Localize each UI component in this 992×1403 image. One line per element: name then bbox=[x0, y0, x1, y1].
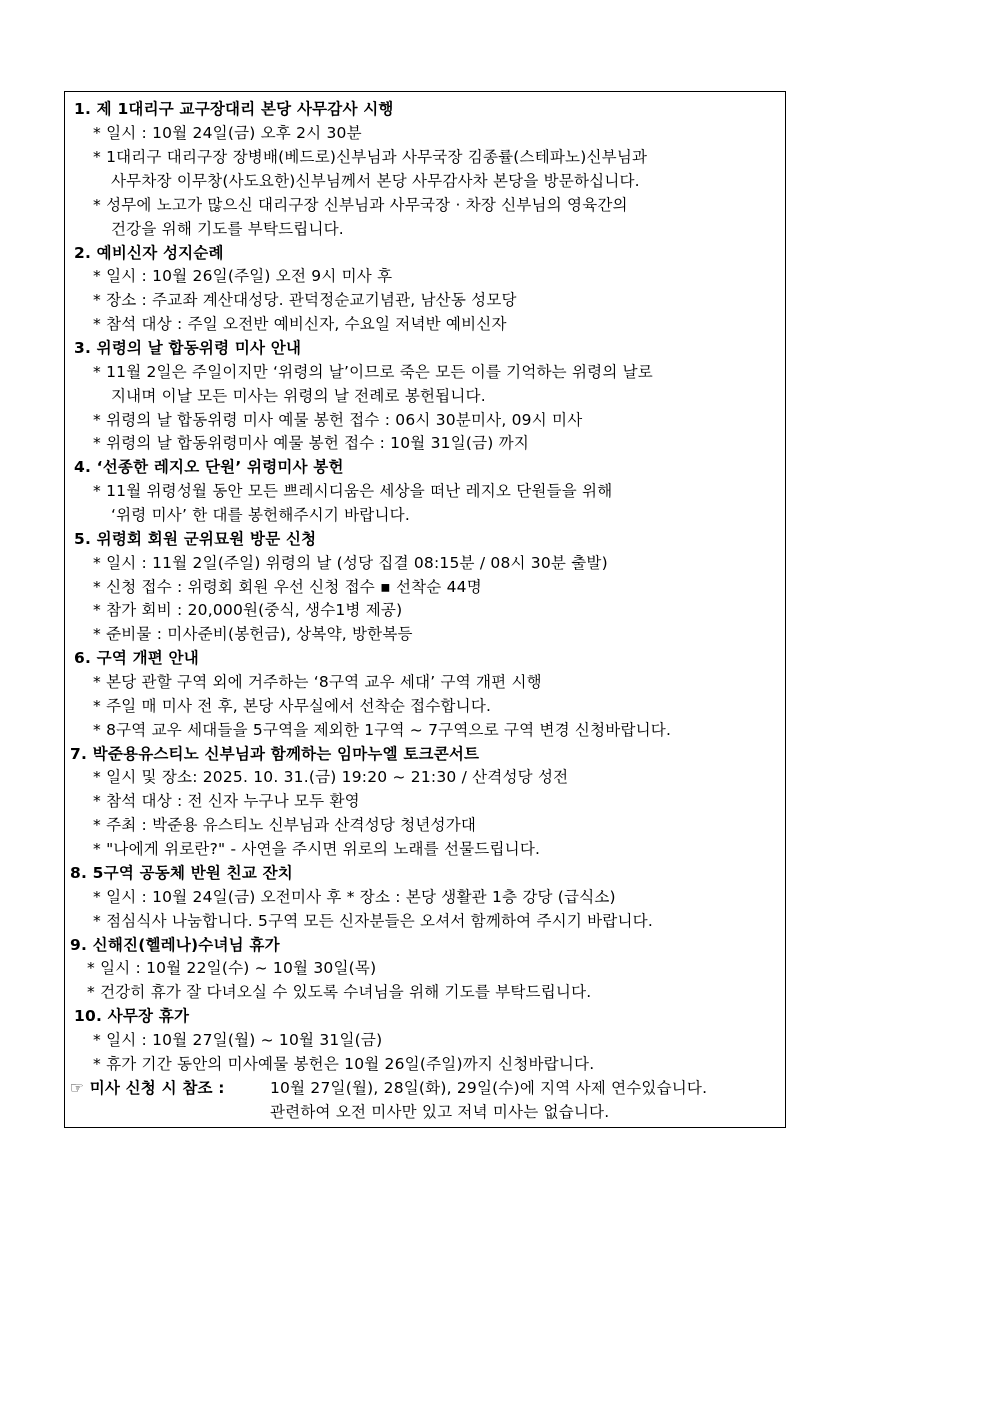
section-4-line-1: * 11월 위령성월 동안 모든 쁘레시디움은 세상을 떠난 레지오 단원들을 위해 bbox=[93, 482, 613, 500]
section-6-line-2: * 주일 매 미사 전 후, 본당 사무실에서 선착순 접수합니다. bbox=[93, 697, 492, 715]
section-7-line-1: * 일시 및 장소: 2025. 10. 31.(금) 19:20 ~ 21:30 / 산격성당 성전 bbox=[93, 768, 569, 786]
section-6-line-1: * 본당 관할 구역 외에 거주하는 ‘8구역 교우 세대’ 구역 개편 시행 bbox=[93, 673, 542, 691]
section-9-line-1: * 일시 : 10월 22일(수) ~ 10월 30일(목) bbox=[87, 959, 377, 977]
section-8-line-2: * 점심식사 나눔합니다. 5구역 모든 신자분들은 오셔서 함께하여 주시기 바랍니다. bbox=[93, 912, 653, 930]
mass-request-note-line-1: 10월 27일(월), 28일(화), 29일(수)에 지역 사제 연수있습니다. bbox=[270, 1079, 708, 1097]
section-7-line-4: * "나에게 위로란?" - 사연을 주시면 위로의 노래를 선물드립니다. bbox=[93, 840, 541, 858]
section-9-title: 9. 신해진(헬레나)수녀님 휴가 bbox=[70, 936, 280, 954]
section-6-title: 6. 구역 개편 안내 bbox=[74, 649, 199, 667]
section-2-line-1: * 일시 : 10월 26일(주일) 오전 9시 미사 후 bbox=[93, 267, 393, 285]
section-2-line-3: * 참석 대상 : 주일 오전반 예비신자, 수요일 저녁반 예비신자 bbox=[93, 315, 507, 333]
section-8-line-1: * 일시 : 10월 24일(금) 오전미사 후 * 장소 : 본당 생활관 1층 강당 (급식소) bbox=[93, 888, 616, 906]
section-5-line-4: * 준비물 : 미사준비(봉헌금), 상복약, 방한복등 bbox=[93, 625, 413, 643]
section-4-title: 4. ‘선종한 레지오 단원’ 위령미사 봉헌 bbox=[74, 458, 344, 476]
section-5-title: 5. 위령회 회원 군위묘원 방문 신청 bbox=[74, 530, 317, 548]
announcement-box bbox=[64, 91, 786, 1128]
section-4-line-2: ‘위령 미사’ 한 대를 봉헌해주시기 바랍니다. bbox=[111, 506, 410, 524]
section-10-line-1: * 일시 : 10월 27일(월) ~ 10월 31일(금) bbox=[93, 1031, 383, 1049]
section-5-line-1: * 일시 : 11월 2일(주일) 위령의 날 (성당 집결 08:15분 / 08시 30분 출발) bbox=[93, 554, 608, 572]
section-2-title: 2. 예비신자 성지순례 bbox=[74, 244, 224, 262]
section-6-line-3: * 8구역 교우 세대들을 5구역을 제외한 1구역 ~ 7구역으로 구역 변경 신청바랍니다. bbox=[93, 721, 672, 739]
section-3-line-2: 지내며 이날 모든 미사는 위령의 날 전례로 봉헌됩니다. bbox=[111, 387, 486, 405]
mass-request-note-line-2: 관련하여 오전 미사만 있고 저녁 미사는 없습니다. bbox=[270, 1103, 610, 1121]
section-1-title: 1. 제 1대리구 교구장대리 본당 사무감사 시행 bbox=[74, 100, 394, 118]
section-1-line-3: 사무차장 이무창(사도요한)신부님께서 본당 사무감사차 본당을 방문하십니다. bbox=[111, 172, 640, 190]
section-3-line-3: * 위령의 날 합동위령 미사 예물 봉헌 접수 : 06시 30분미사, 09시 미사 bbox=[93, 411, 583, 429]
section-1-line-4: * 성무에 노고가 많으신 대리구장 신부님과 사무국장 · 차장 신부님의 영육간의 bbox=[93, 196, 628, 214]
mass-request-note-label: ☞ 미사 신청 시 참조 : bbox=[70, 1079, 225, 1097]
section-7-line-3: * 주최 : 박준용 유스티노 신부님과 산격성당 청년성가대 bbox=[93, 816, 477, 834]
section-7-title: 7. 박준용유스티노 신부님과 함께하는 임마누엘 토크콘서트 bbox=[70, 745, 480, 763]
section-9-line-2: * 건강히 휴가 잘 다녀오실 수 있도록 수녀님을 위해 기도를 부탁드립니다. bbox=[87, 983, 592, 1001]
section-3-title: 3. 위령의 날 합동위령 미사 안내 bbox=[74, 339, 302, 357]
section-3-line-4: * 위령의 날 합동위령미사 예물 봉헌 접수 : 10월 31일(금) 까지 bbox=[93, 434, 530, 452]
section-10-line-2: * 휴가 기간 동안의 미사예물 봉헌은 10월 26일(주일)까지 신청바랍니다. bbox=[93, 1055, 595, 1073]
section-5-line-2: * 신청 접수 : 위령회 회원 우선 신청 접수 ▪ 선착순 44명 bbox=[93, 578, 482, 596]
section-3-line-1: * 11월 2일은 주일이지만 ‘위령의 날’이므로 죽은 모든 이를 기억하는 위령의 날로 bbox=[93, 363, 653, 381]
section-7-line-2: * 참석 대상 : 전 신자 누구나 모두 환영 bbox=[93, 792, 360, 810]
section-1-line-1: * 일시 : 10월 24일(금) 오후 2시 30분 bbox=[93, 124, 362, 142]
section-10-title: 10. 사무장 휴가 bbox=[74, 1007, 190, 1025]
section-1-line-5: 건강을 위해 기도를 부탁드립니다. bbox=[111, 220, 344, 238]
section-2-line-2: * 장소 : 주교좌 계산대성당. 관덕정순교기념관, 남산동 성모당 bbox=[93, 291, 517, 309]
section-8-title: 8. 5구역 공동체 반원 친교 잔치 bbox=[70, 864, 293, 882]
section-1-line-2: * 1대리구 대리구장 장병배(베드로)신부님과 사무국장 김종률(스테파노)신부님과 bbox=[93, 148, 648, 166]
section-5-line-3: * 참가 회비 : 20,000원(중식, 생수1병 제공) bbox=[93, 601, 403, 619]
